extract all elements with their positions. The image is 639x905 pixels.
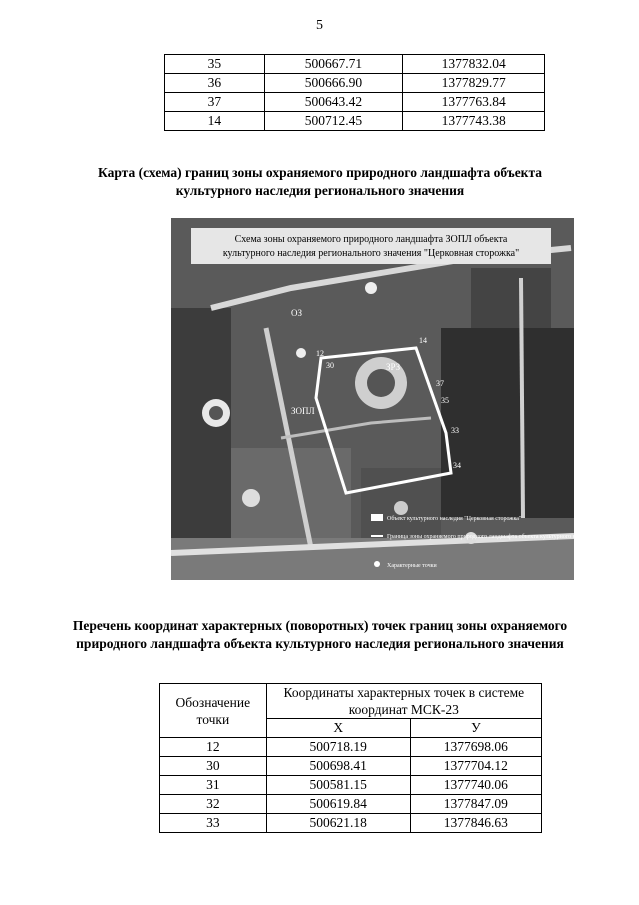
coord-x: 500698.41 [266,757,410,776]
coord-y: 1377763.84 [403,93,545,112]
coord-x: 500581.15 [266,776,410,795]
map-title-line-1: Схема зоны охраняемого природного ландшафта ЗОПЛ объекта [234,234,508,245]
table-row [160,738,542,757]
column-header-coordinates: Координаты характерных точек в системе координат МСК-23 [266,684,541,719]
legend-item: Характерные точки [387,563,437,569]
legend-item: Объект культурного наследия "Церковная сторожка" [387,516,522,522]
coord-x: 500621.18 [266,814,410,833]
map-label: 33 [451,426,459,435]
coord-y: 1377846.63 [410,814,541,833]
coord-x: 500718.19 [266,738,410,757]
coordinates-list-heading: Перечень координат характерных (поворотных) точек границ зоны охраняемого природного ландшафта объекта культурного наследия регионального значения [72,618,568,651]
map-scheme-image [171,218,596,580]
table-row [160,776,542,795]
table-row [160,795,542,814]
coord-x: 500619.84 [266,795,410,814]
coord-x: 500712.45 [264,112,403,131]
table-row [160,814,542,833]
page-number: 5 [316,18,323,33]
map-label: 37 [436,379,444,388]
table-row [165,112,545,131]
point-id: 14 [165,112,265,131]
map-label: 30 [326,361,334,370]
column-header-y: У [410,719,541,738]
map-label: 14 [419,336,427,345]
coordinates-table-continued [164,54,545,131]
coord-y: 1377847.09 [410,795,541,814]
point-id: 30 [160,757,267,776]
point-id: 37 [165,93,265,112]
coord-y: 1377829.77 [403,74,545,93]
map-label: ОЗ [291,308,303,318]
column-header-point: Обозначение точки [160,684,267,738]
map-label: 12 [316,349,324,358]
point-id: 35 [165,55,265,74]
coord-x: 500643.42 [264,93,403,112]
map-label: ЗОПЛ [291,406,315,416]
coord-y: 1377698.06 [410,738,541,757]
column-header-x: X [266,719,410,738]
coordinates-table [159,683,542,833]
map-heading: Карта (схема) границ зоны охраняемого природного ландшафта объекта культурного наследия регионального значения [97,165,543,198]
point-id: 32 [160,795,267,814]
point-id: 12 [160,738,267,757]
point-id: 33 [160,814,267,833]
coord-y: 1377740.06 [410,776,541,795]
table-row [165,93,545,112]
coord-x: 500667.71 [264,55,403,74]
coord-x: 500666.90 [264,74,403,93]
coord-y: 1377743.38 [403,112,545,131]
table-row [160,757,542,776]
table-row [165,55,545,74]
point-id: 36 [165,74,265,93]
map-label: 35 [441,396,449,405]
table-header-row [160,684,542,719]
map-label: 34 [453,461,461,470]
coord-y: 1377704.12 [410,757,541,776]
map-title-line-2: культурного наследия регионального значения "Церковная сторожка" [222,248,520,259]
table-row [165,74,545,93]
coord-y: 1377832.04 [403,55,545,74]
legend-item: Граница зоны охраняемого природного ландшафта объекта культурного наследия [387,534,596,540]
map-label: ЗРЗ [386,362,401,372]
point-id: 31 [160,776,267,795]
